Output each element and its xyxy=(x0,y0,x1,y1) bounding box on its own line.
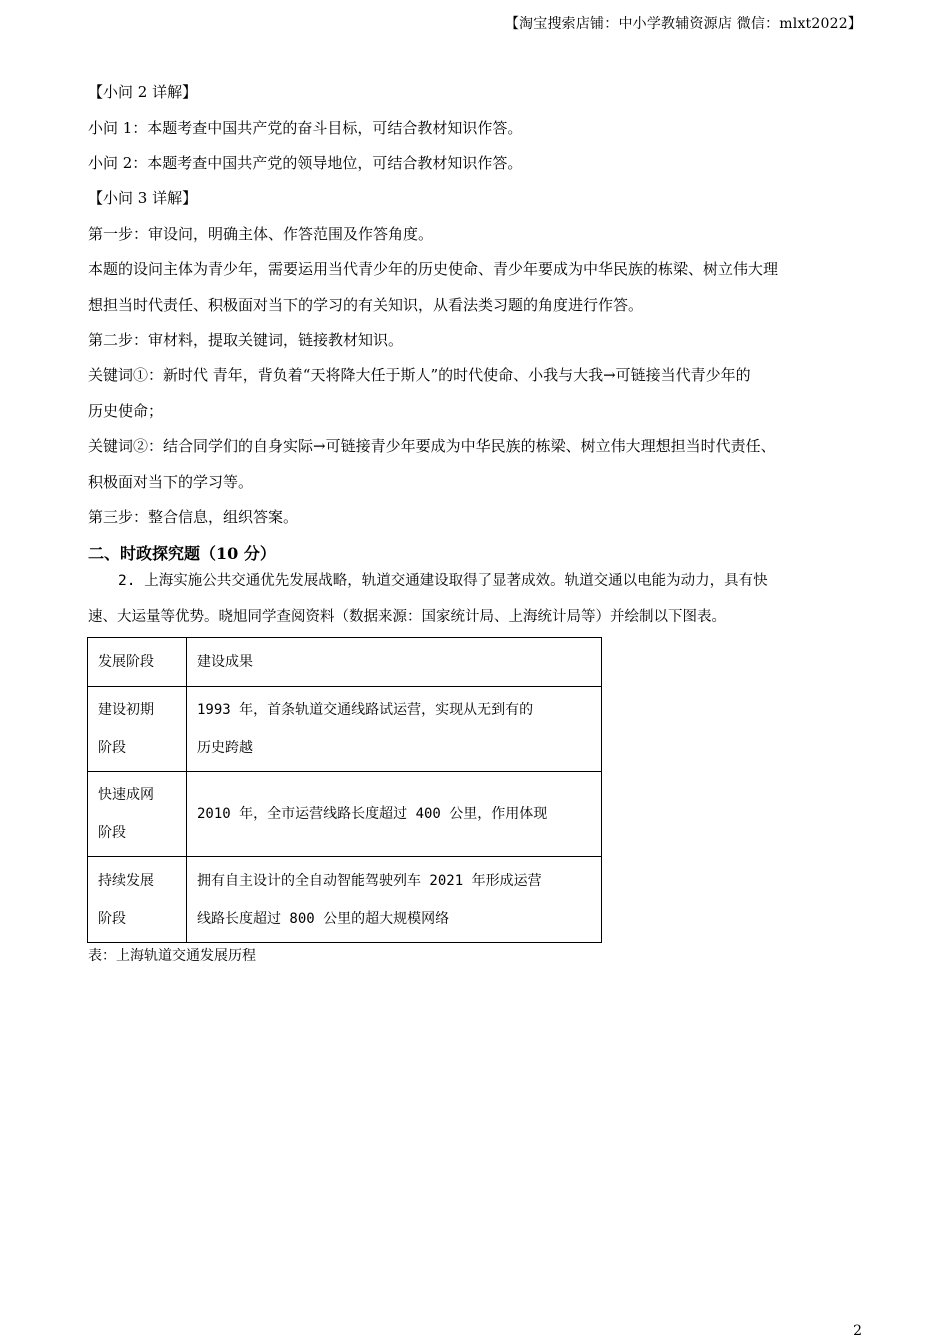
page-number: 2 xyxy=(853,1323,862,1339)
result-line: 拥有自主设计的全自动智能驾驶列车 2021 年形成运营 xyxy=(197,872,542,889)
result-line: 线路长度超过 800 公里的超大规模网络 xyxy=(197,910,450,927)
question-text: 速、大运量等优势。晓旭同学查阅资料（数据来源：国家统计局、上海统计局等）并绘制以下图表。 xyxy=(88,609,726,625)
subquestion-3-heading: 【小问 3 详解】 xyxy=(88,189,198,207)
result-line: 1993 年，首条轨道交通线路试运营，实现从无到有的 xyxy=(197,702,534,718)
result-line: 2010 年，全市运营线路长度超过 400 公里，作用体现 xyxy=(197,806,548,822)
table-row xyxy=(88,772,602,857)
header-cell: 建设成果 xyxy=(187,638,602,687)
table-caption: 表：上海轨道交通发展历程 xyxy=(88,948,256,964)
subquestion-2-heading: 【小问 2 详解】 xyxy=(88,83,198,101)
paragraph: 关键词②：结合同学们的自身实际→可链接青少年要成为中华民族的栋梁、树立伟大理想担当时代责任、 xyxy=(88,437,776,455)
page-header: 【淘宝搜索店铺：中小学教辅资源店 微信：mlxt2022】 xyxy=(504,16,862,32)
table-header-row xyxy=(88,638,602,687)
question-text: 2. 上海实施公共交通优先发展战略，轨道交通建设取得了显著成效。轨道交通以电能为动力，具有快 xyxy=(118,573,768,589)
paragraph: 第二步：审材料，提取关键词，链接教材知识。 xyxy=(88,331,404,349)
stage-cell xyxy=(88,687,187,772)
result-cell xyxy=(187,857,602,943)
paragraph: 第一步：审设问，明确主体、作答范围及作答角度。 xyxy=(88,225,434,243)
paragraph: 小问 2：本题考查中国共产党的领导地位，可结合教材知识作答。 xyxy=(88,154,523,172)
stage-cell xyxy=(88,857,187,943)
table-row xyxy=(88,857,602,943)
paragraph: 想担当时代责任、积极面对当下的学习的有关知识，从看法类习题的角度进行作答。 xyxy=(88,296,644,314)
stage-cell xyxy=(88,772,187,857)
result-cell xyxy=(187,772,602,857)
development-table xyxy=(87,637,602,943)
stage-line: 快速成网 xyxy=(98,787,154,803)
result-line: 历史跨越 xyxy=(197,740,253,756)
paragraph: 积极面对当下的学习等。 xyxy=(88,473,254,491)
stage-line: 阶段 xyxy=(98,910,126,927)
paragraph: 历史使命； xyxy=(88,402,164,420)
paragraph: 本题的设问主体为青少年，需要运用当代青少年的历史使命、青少年要成为中华民族的栋梁、树立伟大理 xyxy=(88,260,779,278)
stage-line: 阶段 xyxy=(98,825,126,841)
stage-line: 持续发展 xyxy=(98,872,154,889)
paragraph: 第三步：整合信息，组织答案。 xyxy=(88,508,299,526)
section-title: 二、时政探究题（10 分） xyxy=(88,544,276,563)
stage-line: 建设初期 xyxy=(98,702,154,718)
paragraph: 小问 1：本题考查中国共产党的奋斗目标，可结合教材知识作答。 xyxy=(88,119,523,137)
table-row xyxy=(88,687,602,772)
header-cell: 发展阶段 xyxy=(88,638,187,687)
result-cell xyxy=(187,687,602,772)
paragraph: 关键词①：新时代 青年，背负着“天将降大任于斯人”的时代使命、小我与大我→可链接当代青少年的 xyxy=(88,366,751,384)
stage-line: 阶段 xyxy=(98,740,126,756)
